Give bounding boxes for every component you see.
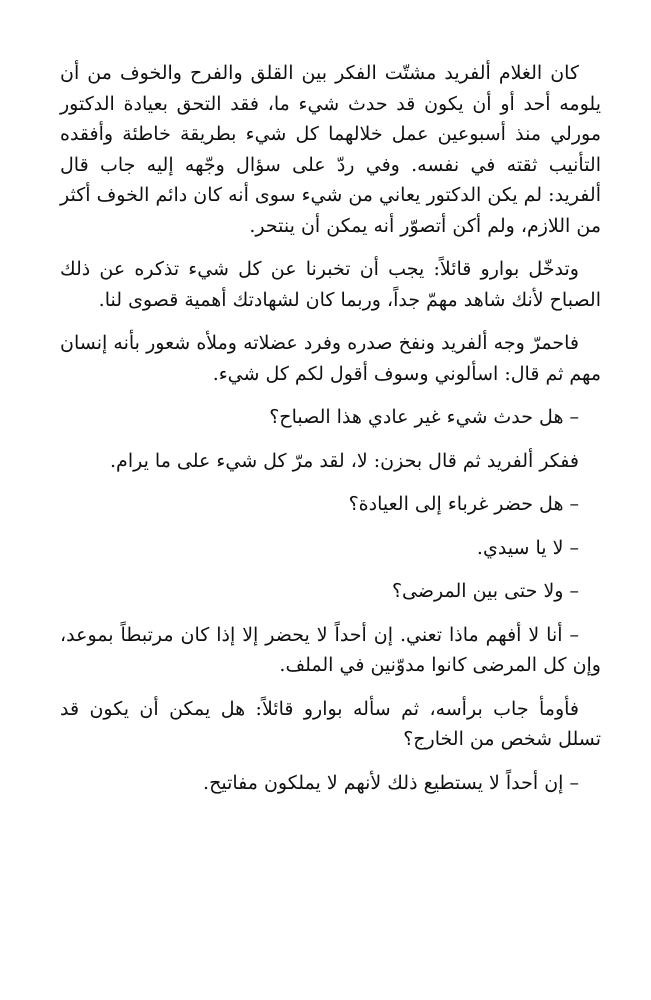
dialogue-line: – هل حدث شيء غير عادي هذا الصباح؟	[269, 406, 579, 428]
dialogue-line: – إن أحداً لا يستطيع ذلك لأنهم لا يملكون مفاتيح.	[203, 771, 579, 794]
paragraph: – أنا لا أفهم ماذا تعني. إن أحداً لا يحضر إلا إذا كان مرتبطاً بموعد، وإن كل المرضى كانوا مدوّنين في الملف.	[60, 623, 601, 676]
dialogue-line: – ولا حتى بين المرضى؟	[391, 580, 579, 602]
dialogue-line: – هل حضر غرباء إلى العيادة؟	[348, 493, 579, 515]
paragraph: فاحمرّ وجه ألفريد ونفخ صدره وفرد عضلاته وملأه شعور بأنه إنسان مهم ثم قال: اسألوني وسوف أقول لكم كل شيء.	[60, 332, 601, 385]
paragraph: فأومأ جاب برأسه، ثم سأله بوارو قائلاً: هل يمكن أن يكون قد تسلل شخص من الخارج؟	[60, 697, 601, 750]
paragraph: كان الغلام ألفريد مشتّت الفكر بين القلق والفرح والخوف من أن يلومه أحد أو أن يكون قد حدث شيء ما، فقد التحق بعيادة الدكتور مورلي منذ أسبوعين عمل خلالهما كل شيء بطريقة خاطئة وأفقده التأنيب ثقته في نفسه. وفي ردّ على سؤال وجّهه إليه جاب قال ألفريد: لم يكن الدكتور يعاني من شيء سوى أنه كان دائم الخوف أكثر من اللازم، ولم أكن أتصوّر أنه يمكن أن ينتحر.	[60, 62, 601, 237]
paragraph: وتدخّل بوارو قائلاً: يجب أن تخبرنا عن كل شيء تذكره عن ذلك الصباح لأنك شاهد مهمّ جداً، وربما كان لشهادتك أهمية قصوى لنا.	[60, 258, 601, 311]
book-page	[60, 58, 601, 811]
paragraph: ففكر ألفريد ثم قال بحزن: لا، لقد مرّ كل شيء على ما يرام.	[110, 449, 579, 472]
dialogue-line: – لا يا سيدي.	[476, 536, 579, 559]
